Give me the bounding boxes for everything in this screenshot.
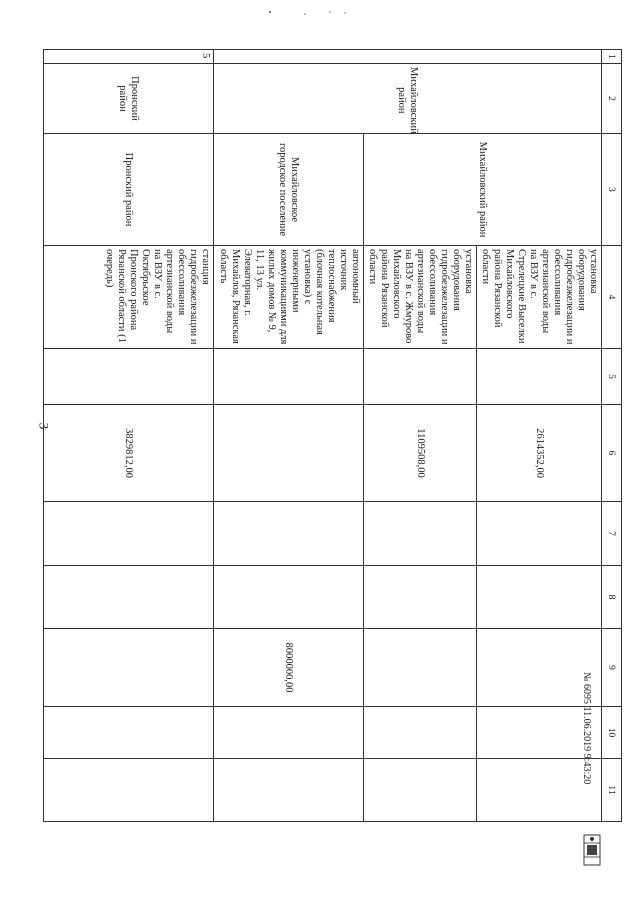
col11-cell [214,759,364,822]
col9-cell [44,629,214,707]
header-cell: 3 [602,134,622,246]
col5-cell [214,349,364,405]
col5-cell [477,349,602,405]
data-table [43,49,622,822]
col7-cell [214,502,364,566]
row-number [214,50,602,64]
amount-cell: 1109508,00 [364,405,477,502]
row-number: 5 [44,50,214,64]
header-cell: 10 [602,707,622,759]
col7-cell [364,502,477,566]
col11-cell [44,759,214,822]
col8-cell [477,566,602,629]
col8-cell [364,566,477,629]
settlement-cell: Михайловское городское поселение [214,134,364,246]
registration-footer: № 6095 11.06.2019 9:43:20 [581,672,592,785]
rotated-table-frame [52,49,622,821]
header-cell: 11 [602,759,622,822]
amount-cell: 2614352,00 [477,405,602,502]
col5-cell [364,349,477,405]
col5-cell [44,349,214,405]
col9-cell [364,629,477,707]
object-cell: станция гидробезжелезации и обессоливания артезианской воды на ВЗУ в с. Октябрьское Пронского района Рязанской области (1 очередь) [44,246,214,349]
settlement-cell: Михайловский район [364,134,602,246]
header-cell: 7 [602,502,622,566]
header-cell: 8 [602,566,622,629]
col10-cell [364,707,477,759]
header-cell: 4 [602,246,622,349]
header-row [602,50,622,822]
header-cell: 1 [602,50,622,64]
district-cell: Пронский район [44,64,214,134]
object-cell: установка оборудования гидробезжелезации и обессоливания артезианской воды на ВЗУ в с. Жмурово Михайловского района Рязанской области [364,246,477,349]
col10-cell [44,707,214,759]
amount-cell: 3829812,00 [44,405,214,502]
header-cell: 5 [602,349,622,405]
amount-cell [214,405,364,502]
header-cell: 2 [602,64,622,134]
col8-cell [44,566,214,629]
scan-specks [250,4,360,14]
header-cell: 6 [602,405,622,502]
col7-cell [44,502,214,566]
object-cell: автономный источник теплоснабжения (блочная котельная установка) с инженерными коммуникациями для жилых домов № 9, 11, 13 ул. Элеваторная, г. Михайлов, Рязанская область [214,246,364,349]
table-row [214,50,364,822]
col7-cell [477,502,602,566]
page-number: 3 [36,422,52,430]
col10-cell [214,707,364,759]
table-row [44,50,214,822]
col9-cell: 8000000,00 [214,629,364,707]
col8-cell [214,566,364,629]
district-cell: Михайловский район [214,64,602,134]
col11-cell [364,759,477,822]
settlement-cell: Пронский район [44,134,214,246]
header-cell: 9 [602,629,622,707]
object-cell: установка оборудования гидробезжелезации и обессоливания артезианской воды на ВЗУ в с. Стрелецкие Выселки Михайловского района Рязанской области [477,246,602,349]
